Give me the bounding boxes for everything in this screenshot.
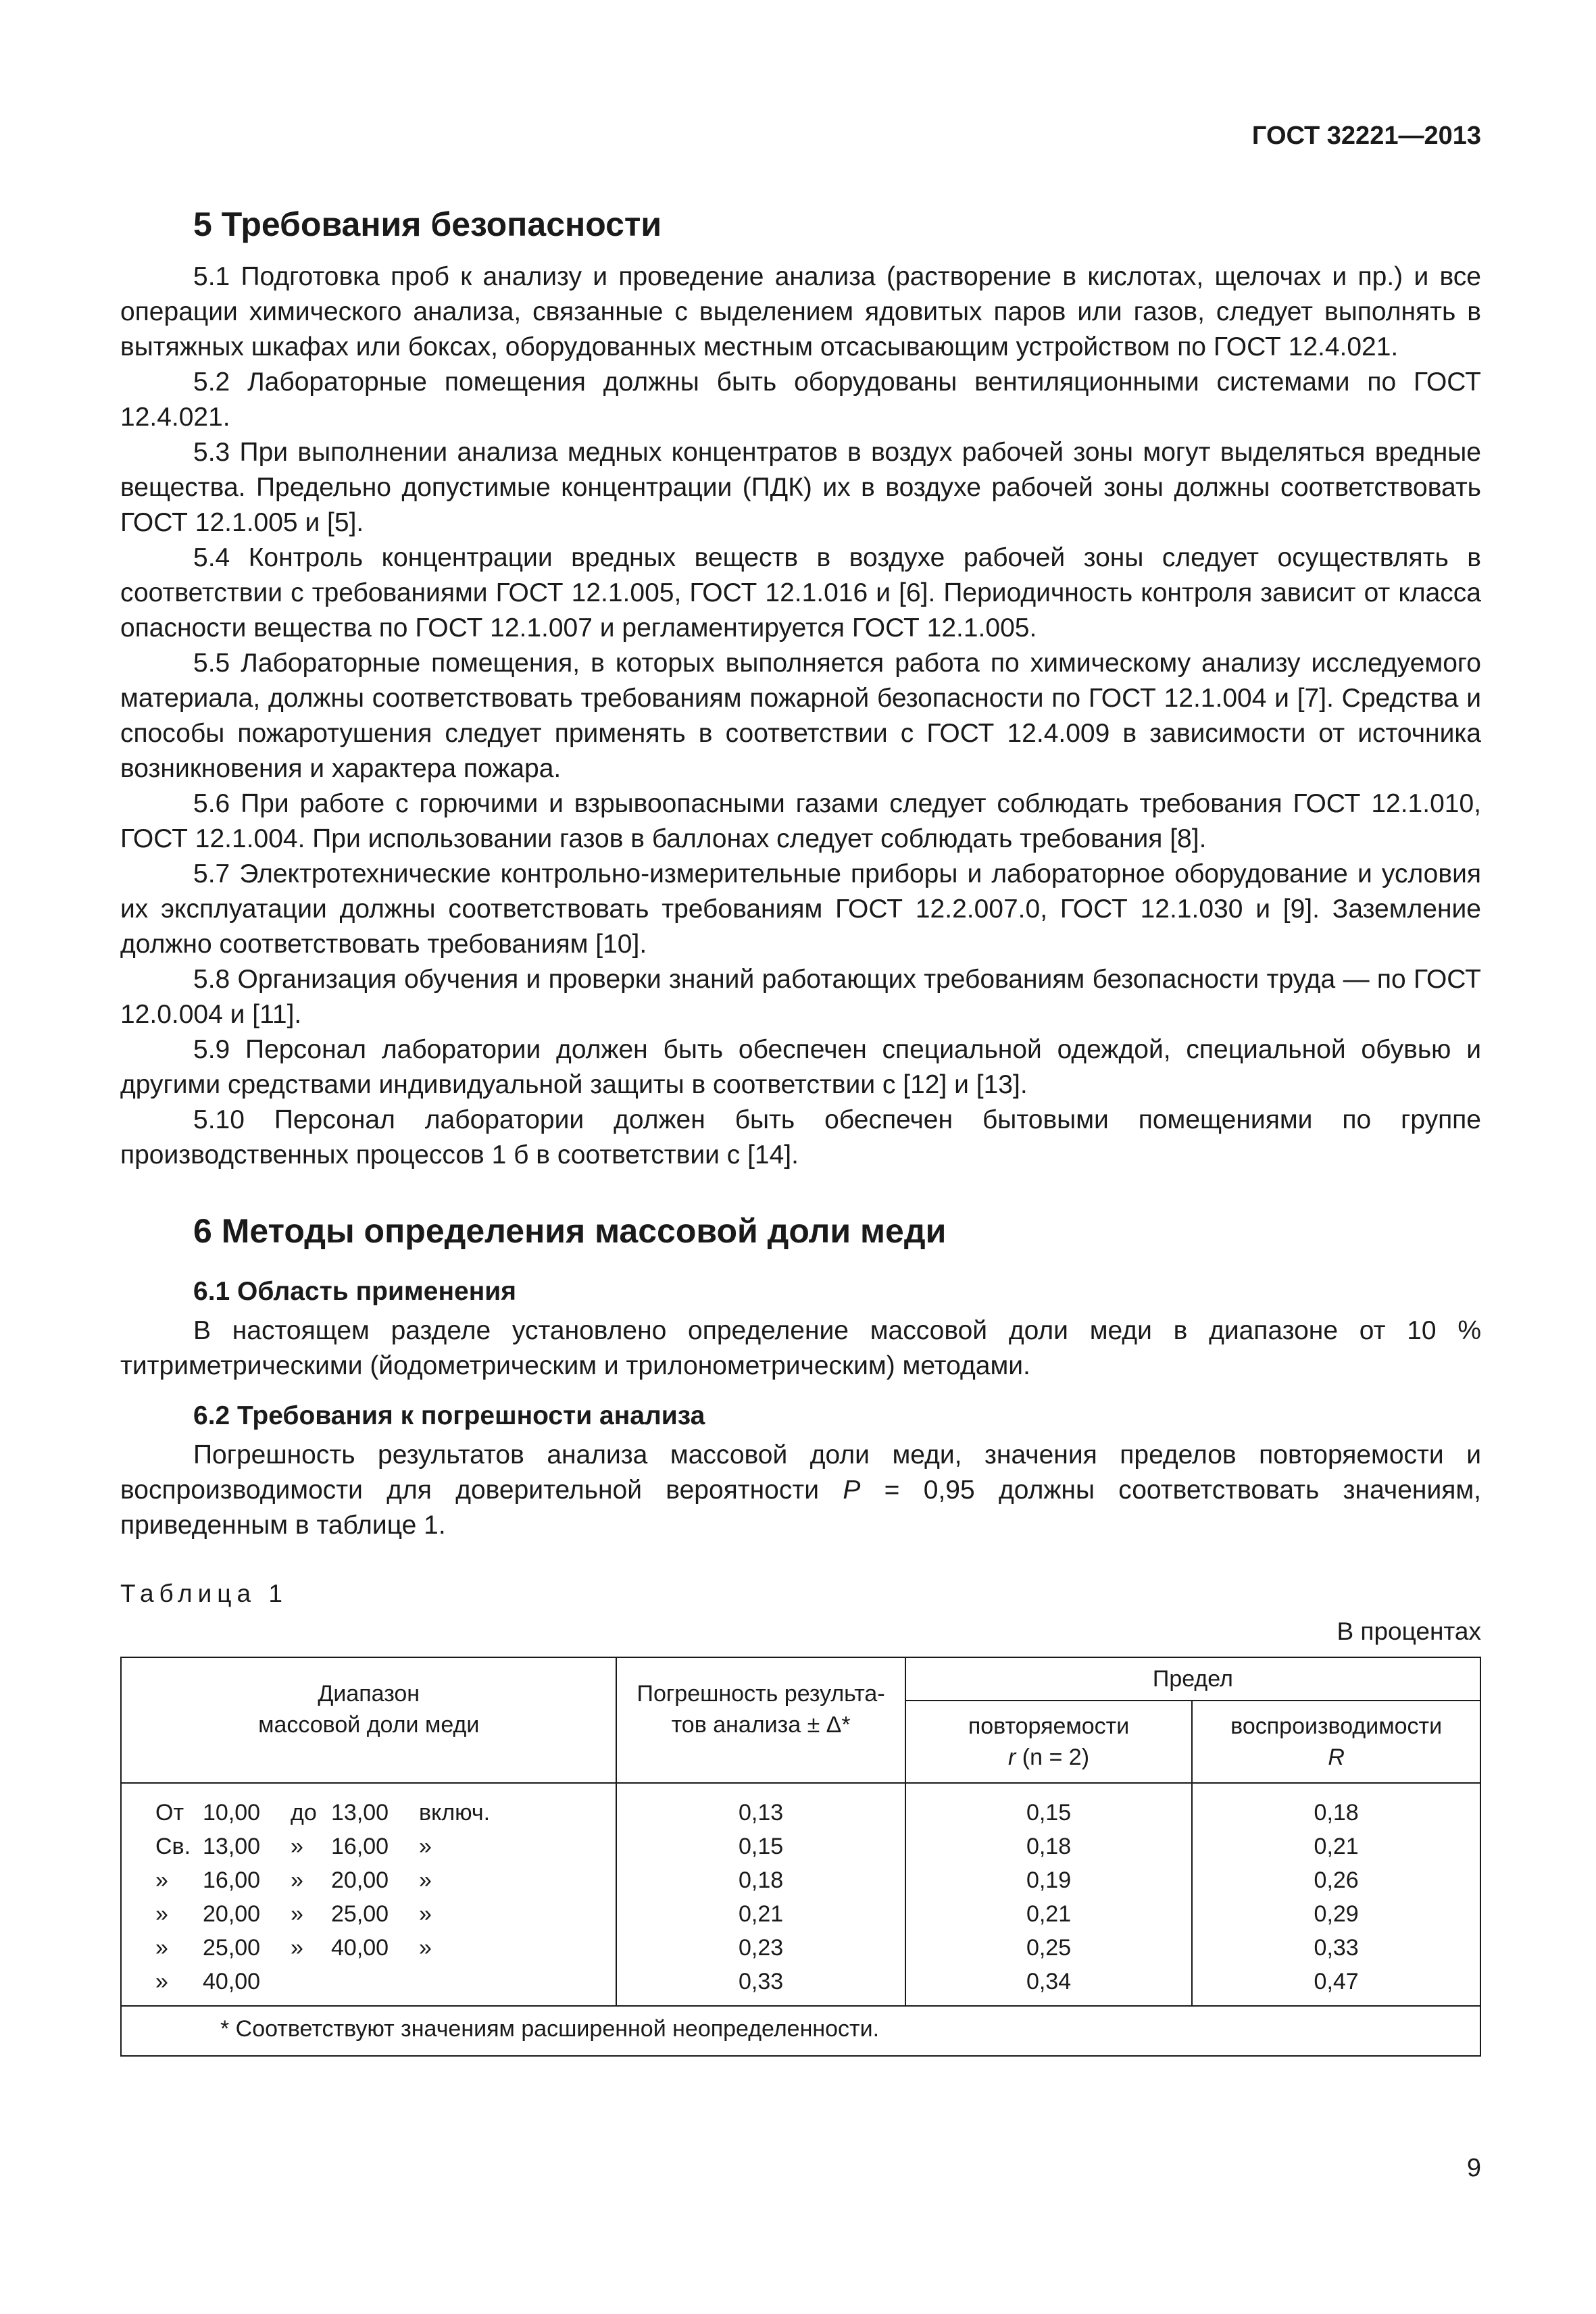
repeatability-value: 0,18: [1026, 1834, 1072, 1859]
table-footnote: * Соответствуют значениям расширенной неопределенности.: [121, 2006, 1480, 2056]
range-row: [128, 1830, 609, 1863]
range-suffix: »: [419, 1935, 432, 1961]
range-to: 40,00: [331, 1935, 389, 1961]
header-repeatability-line1: повторяемости: [968, 1713, 1130, 1739]
range-row: [128, 1796, 609, 1830]
repeatability-value: 0,25: [1026, 1935, 1072, 1961]
subsection-6-2-text: [120, 1438, 1481, 1543]
range-prefix: »: [155, 1901, 168, 1927]
repeatability-value: 0,15: [1026, 1800, 1072, 1826]
range-suffix: »: [419, 1901, 432, 1927]
repeatability-column: [905, 1783, 1192, 2006]
range-prefix: »: [155, 1969, 168, 1994]
paragraph-5-4: 5.4 Контроль концентрации вредных веществ в воздухе рабочей зоны следует осуществлять в соответствии с требованиями ГОСТ 12.1.005, ГОСТ 12.1.016 и [6]. Периодичность контроля зависит от класса опасности вещества по ГОСТ 12.1.007 и регламентируется ГОСТ 12.1.005.: [120, 543, 1481, 643]
repeatability-value: 0,21: [1026, 1901, 1072, 1927]
reproducibility-symbol: R: [1328, 1744, 1345, 1770]
reproducibility-value: 0,29: [1314, 1901, 1359, 1927]
repeatability-symbol: r: [1008, 1744, 1016, 1770]
header-range: [121, 1657, 616, 1783]
repeatability-value: 0,34: [1026, 1969, 1072, 1994]
reproducibility-value: 0,18: [1314, 1800, 1359, 1826]
reproducibility-value: 0,47: [1314, 1969, 1359, 1994]
page-content: [120, 196, 1481, 2057]
error-value: 0,23: [739, 1935, 784, 1961]
text-part: = 0,95 должны соответствовать значениям, приведенным в таблице 1.: [120, 1476, 1482, 1540]
subsection-6-1-text: В настоящем разделе установлено определение массовой доли меди в диапазоне от 10 % титриметрическими (йодометрическим и трилонометрическим) методами.: [120, 1316, 1481, 1380]
range-from: 16,00: [203, 1867, 261, 1893]
table-units: В процентах: [1337, 1617, 1481, 1645]
range-to: 16,00: [331, 1834, 389, 1859]
paragraph-5-6: 5.6 При работе с горючими и взрывоопасными газами следует соблюдать требования ГОСТ 12.1.010, ГОСТ 12.1.004. При использовании газов в баллонах следует соблюдать требования [8].: [120, 789, 1481, 853]
range-suffix: »: [419, 1834, 432, 1859]
reproducibility-column: [1192, 1783, 1480, 2006]
header-range-line2: массовой доли меди: [258, 1712, 480, 1738]
range-from: 13,00: [203, 1834, 261, 1859]
text-part: Погрешность результатов анализа массовой доли меди, значения пределов повторяемости и воспроизводимости для доверительной вероятности: [120, 1440, 1481, 1505]
range-to-word: »: [291, 1834, 303, 1859]
header-limit: Предел: [905, 1657, 1480, 1701]
range-to: 25,00: [331, 1901, 389, 1927]
header-error: [616, 1657, 905, 1783]
paragraph-5-8: 5.8 Организация обучения и проверки знаний работающих требованиям безопасности труда — по ГОСТ 12.0.004 и [11].: [120, 965, 1481, 1029]
range-prefix: От: [155, 1800, 184, 1826]
paragraph-5-3: 5.3 При выполнении анализа медных концентратов в воздух рабочей зоны могут выделяться вредные вещества. Предельно допустимые концентрации (ПДК) их в воздухе рабочей зоны должны соответствовать ГОСТ 12.1.005 и [5].: [120, 438, 1481, 537]
header-range-line1: Диапазон: [318, 1681, 420, 1707]
subsection-6-1-title: 6.1 Область применения: [193, 1277, 516, 1306]
range-row: [128, 1931, 609, 1965]
range-from: 40,00: [203, 1969, 261, 1994]
header-repeatability-line2: [913, 1742, 1184, 1773]
section-5-title: 5 Требования безопасности: [193, 205, 662, 243]
error-column: [616, 1783, 905, 2006]
range-from: 20,00: [203, 1901, 261, 1927]
range-to-word: до: [291, 1800, 317, 1826]
reproducibility-value: 0,33: [1314, 1935, 1359, 1961]
reproducibility-value: 0,26: [1314, 1867, 1359, 1893]
repeatability-value: 0,19: [1026, 1867, 1072, 1893]
range-from: 25,00: [203, 1935, 261, 1961]
page-number: 9: [1466, 2154, 1481, 2182]
header-repeatability: [905, 1701, 1192, 1783]
table-caption: Таблица 1: [120, 1580, 288, 1607]
paragraph-5-10: 5.10 Персонал лаборатории должен быть обеспечен бытовыми помещениями по группе производственных процессов 1 б в соответствии с [14].: [120, 1105, 1481, 1169]
header-error-line1: Погрешность результа-: [637, 1681, 885, 1707]
section-5-body: [120, 259, 1481, 1173]
range-row: [128, 1863, 609, 1897]
paragraph-5-9: 5.9 Персонал лаборатории должен быть обеспечен специальной одеждой, специальной обувью и другими средствами индивидуальной защиты в соответствии с [12] и [13].: [120, 1035, 1481, 1099]
range-column: [121, 1783, 616, 2006]
subsection-6-2-title: 6.2 Требования к погрешности анализа: [193, 1401, 705, 1430]
reproducibility-value: 0,21: [1314, 1834, 1359, 1859]
range-to-word: »: [291, 1901, 303, 1927]
range-to: 13,00: [331, 1800, 389, 1826]
paragraph-5-5: 5.5 Лабораторные помещения, в которых выполняется работа по химическому анализу исследуемого материала, должны соответствовать требованиям пожарной безопасности по ГОСТ 12.1.004 и [7]. Средства и способы пожаротушения следует применять в соответствии с ГОСТ 12.4.009 в зависимости от источника возникновения и характера пожара.: [120, 649, 1481, 783]
header-reproducibility-line2: [1199, 1742, 1473, 1773]
range-to: [331, 1965, 419, 1998]
header-error-line2: тов анализа ± Δ*: [671, 1712, 851, 1738]
range-to-word: [291, 1965, 331, 1998]
paragraph-5-7: 5.7 Электротехнические контрольно-измерительные приборы и лабораторное оборудование и условия их эксплуатации должны соответствовать требованиям ГОСТ 12.2.007.0, ГОСТ 12.1.030 и [9]. Заземление должно соответствовать требованиям [10].: [120, 859, 1481, 959]
probability-symbol: P: [843, 1476, 861, 1505]
page-header-standard-code: ГОСТ 32221—2013: [1251, 122, 1481, 150]
header-reproducibility: [1192, 1701, 1480, 1783]
range-to-word: »: [291, 1935, 303, 1961]
range-from: 10,00: [203, 1800, 261, 1826]
section-6-title: 6 Методы определения массовой доли меди: [193, 1212, 947, 1250]
header-reproducibility-line1: воспроизводимости: [1230, 1713, 1443, 1739]
error-value: 0,33: [739, 1969, 784, 1994]
range-row: [128, 1965, 609, 1998]
error-value: 0,21: [739, 1901, 784, 1927]
range-to-word: »: [291, 1867, 303, 1893]
range-prefix: »: [155, 1867, 168, 1893]
repeatability-n: (n = 2): [1016, 1744, 1090, 1770]
range-suffix: »: [419, 1867, 432, 1893]
error-value: 0,18: [739, 1867, 784, 1893]
paragraph-5-2: 5.2 Лабораторные помещения должны быть оборудованы вентиляционными системами по ГОСТ 12.4.021.: [120, 368, 1481, 432]
range-row: [128, 1897, 609, 1931]
range-suffix: включ.: [419, 1800, 491, 1826]
error-value: 0,13: [739, 1800, 784, 1826]
error-value: 0,15: [739, 1834, 784, 1859]
range-to: 20,00: [331, 1867, 389, 1893]
range-prefix: »: [155, 1935, 168, 1961]
table-1: [120, 1657, 1481, 2057]
range-prefix: Св.: [155, 1834, 191, 1859]
paragraph-5-1: 5.1 Подготовка проб к анализу и проведение анализа (растворение в кислотах, щелочах и пр.) и все операции химического анализа, связанные с выделением ядовитых паров или газов, следует выполнять в вытяжных шкафах или боксах, оборудованных местным отсасывающим устройством по ГОСТ 12.4.021.: [120, 262, 1481, 361]
